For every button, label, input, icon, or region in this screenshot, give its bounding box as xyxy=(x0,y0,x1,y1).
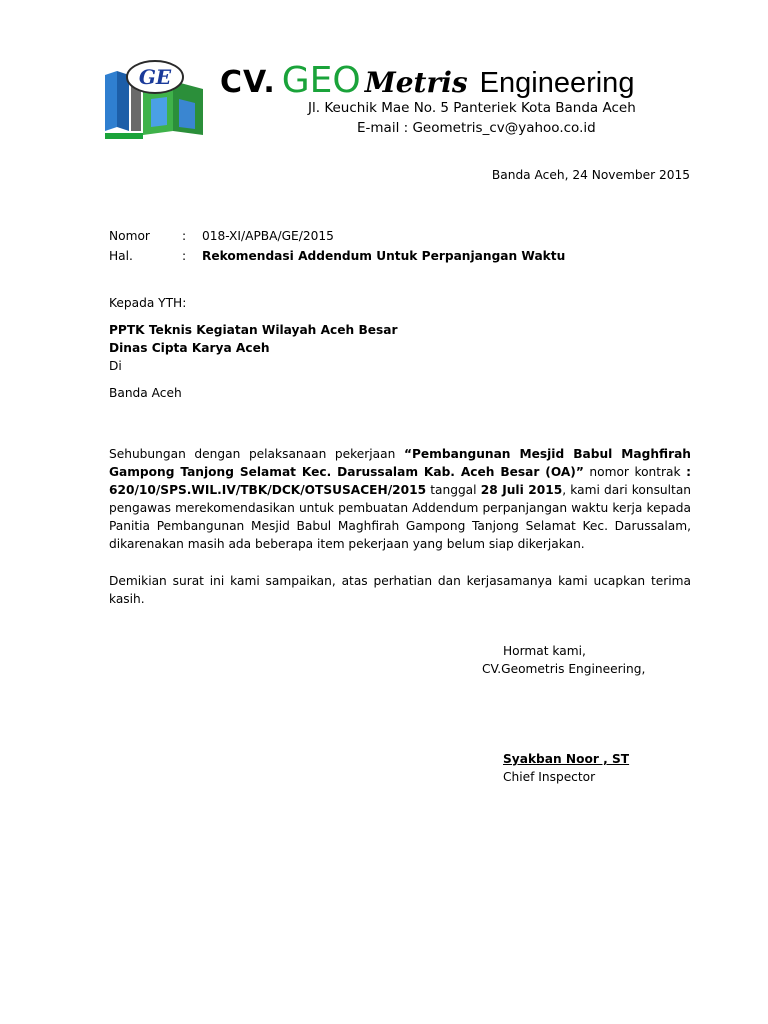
logo-text: GE xyxy=(138,65,172,89)
hal-colon: : xyxy=(182,249,187,263)
signer-title: Chief Inspector xyxy=(503,770,596,784)
body-paragraph-1 xyxy=(109,445,691,553)
closing-regards: Hormat kami, xyxy=(503,644,586,658)
p1-g: , kami dari konsultan pengawas merekomendasikan untuk pembuatan Addendum perpanjangan waktu kerja kepada Panitia Pembangunan Mesjid Babul Maghfirah Gampong Tanjong Selamat Kec. Darussalam, dikarenakan masih ada beberapa item pekerjaan yang belum siap dikerjakan. xyxy=(109,483,692,551)
nomor-colon: : xyxy=(182,229,187,243)
nomor-value: 018-XI/APBA/GE/2015 xyxy=(202,229,334,243)
nomor-label: Nomor xyxy=(109,229,150,243)
recipient-line2: Dinas Cipta Karya Aceh xyxy=(109,341,270,355)
body-paragraph-2: Demikian surat ini kami sampaikan, atas perhatian dan kerjasamanya kami ucapkan terima kasih. xyxy=(109,574,691,606)
p1-contract: : 620/10/SPS.WIL.IV/TBK/DCK/OTSUSACEH/2015 xyxy=(109,465,691,497)
recipient-line3: Di xyxy=(109,359,122,373)
signer-name: Syakban Noor , ST xyxy=(503,752,630,766)
letter-date: Banda Aceh, 24 November 2015 xyxy=(491,168,690,182)
closing-company: CV.Geometris Engineering, xyxy=(482,662,646,676)
company-engineering: Engineering xyxy=(479,67,635,99)
p1-project: “Pembangunan Mesjid Babul Maghfirah Gampong Tanjong Selamat Kec. Darussalam Kab. Aceh Besar (OA)” xyxy=(109,447,691,479)
hal-label: Hal. xyxy=(109,249,133,263)
hal-value: Rekomendasi Addendum Untuk Perpanjangan Waktu xyxy=(202,249,566,263)
company-geo: GEO xyxy=(281,60,361,101)
company-name xyxy=(220,60,634,104)
company-email: E-mail : Geometris_cv@yahoo.co.id xyxy=(357,120,596,136)
p1-c: nomor kontrak xyxy=(583,465,687,479)
p1-date: 28 Juli 2015 xyxy=(480,483,563,497)
recipient-line1: PPTK Teknis Kegiatan Wilayah Aceh Besar xyxy=(109,323,398,337)
company-metris: Metris xyxy=(364,66,468,99)
p1-e: tanggal xyxy=(426,483,481,497)
company-logo xyxy=(103,55,213,140)
recipient-city: Banda Aceh xyxy=(109,386,182,400)
p1-a: Sehubungan dengan pelaksanaan pekerjaan xyxy=(109,447,404,461)
recipient-salutation: Kepada YTH: xyxy=(109,296,187,310)
company-cv: CV. xyxy=(220,65,276,100)
company-address: Jl. Keuchik Mae No. 5 Panteriek Kota Banda Aceh xyxy=(308,100,636,116)
